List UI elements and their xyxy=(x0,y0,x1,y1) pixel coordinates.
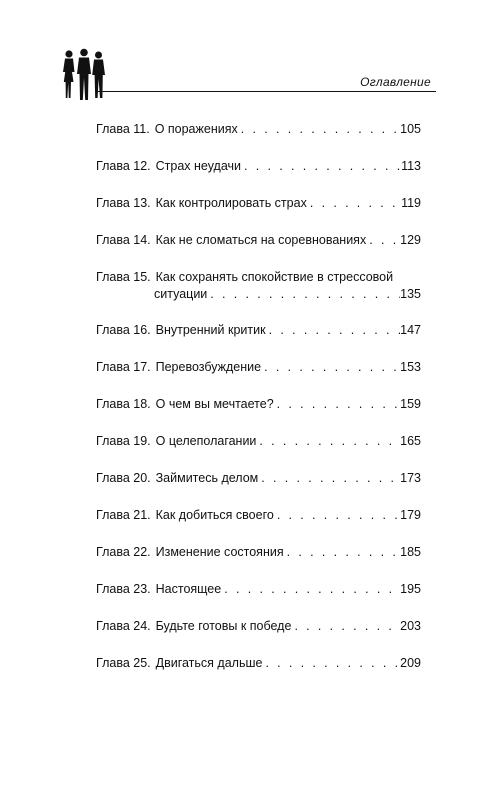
dot-leader xyxy=(221,581,400,598)
page-number: 209 xyxy=(400,656,421,670)
page-number: 159 xyxy=(400,397,421,411)
page-number: 119 xyxy=(401,196,421,210)
page-number: 203 xyxy=(400,619,421,633)
chapter-number: Глава 21. xyxy=(96,508,151,522)
chapter-title: Перевозбуждение xyxy=(155,360,262,374)
toc-entry-25 xyxy=(96,655,421,672)
toc-entry-11 xyxy=(96,121,421,138)
chapter-title: О поражениях xyxy=(154,122,238,136)
chapter-title: О целеполагании xyxy=(155,434,257,448)
dot-leader xyxy=(307,195,401,212)
toc-entry-21 xyxy=(96,507,421,524)
toc-entry-16 xyxy=(96,322,421,339)
chapter-number: Глава 12. xyxy=(96,159,151,173)
dot-leader xyxy=(261,359,400,376)
toc-entry-17 xyxy=(96,359,421,376)
dot-leader xyxy=(274,507,400,524)
page-number: 129 xyxy=(400,233,421,247)
page-number: 147 xyxy=(400,323,421,337)
dot-leader xyxy=(256,433,400,450)
toc-entry-18 xyxy=(96,396,421,413)
toc-entry-19 xyxy=(96,433,421,450)
chapter-number: Глава 11. xyxy=(96,122,150,136)
page-number: 185 xyxy=(400,545,421,559)
page-number: 195 xyxy=(400,582,421,596)
toc-entry-23 xyxy=(96,581,421,598)
header-rule xyxy=(96,91,436,92)
dot-leader xyxy=(291,618,400,635)
toc-entry-20 xyxy=(96,470,421,487)
chapter-number: Глава 23. xyxy=(96,582,151,596)
chapter-title: Двигаться дальше xyxy=(155,656,263,670)
chapter-number: Глава 16. xyxy=(96,323,151,337)
chapter-number: Глава 18. xyxy=(96,397,151,411)
chapter-number: Глава 15. xyxy=(96,270,151,284)
chapter-title: Как добиться своего xyxy=(155,508,274,522)
chapter-number: Глава 13. xyxy=(96,196,151,210)
chapter-title: О чем вы мечтаете? xyxy=(155,397,274,411)
chapter-title: Займитесь делом xyxy=(155,471,259,485)
page-number: 179 xyxy=(400,508,421,522)
dot-leader xyxy=(274,396,400,413)
page-number: 105 xyxy=(400,122,421,136)
toc-entry-15 xyxy=(96,269,421,303)
dot-leader xyxy=(238,121,400,138)
chapter-title-line2: ситуации xyxy=(154,287,208,301)
toc-entry-24 xyxy=(96,618,421,635)
dot-leader xyxy=(262,655,400,672)
businesspeople-silhouette-icon xyxy=(60,48,108,102)
dot-leader xyxy=(207,286,400,303)
page-number: 173 xyxy=(400,471,421,485)
chapter-number: Глава 20. xyxy=(96,471,151,485)
chapter-title: Будьте готовы к победе xyxy=(155,619,292,633)
chapter-number: Глава 25. xyxy=(96,656,151,670)
chapter-title: Настоящее xyxy=(155,582,222,596)
toc-entry-12 xyxy=(96,158,421,175)
chapter-number: Глава 19. xyxy=(96,434,151,448)
page-number: 113 xyxy=(401,159,421,173)
page-number: 165 xyxy=(400,434,421,448)
running-header-title: Оглавление xyxy=(360,75,431,89)
chapter-title: Страх неудачи xyxy=(155,159,242,173)
toc-entry-14 xyxy=(96,232,421,249)
table-of-contents xyxy=(96,121,421,692)
chapter-number: Глава 22. xyxy=(96,545,151,559)
dot-leader xyxy=(258,470,400,487)
toc-entry-13 xyxy=(96,195,421,212)
chapter-title: Как не сломаться на соревнованиях xyxy=(155,233,367,247)
toc-entry-22 xyxy=(96,544,421,561)
page-number: 153 xyxy=(400,360,421,374)
page-number: 135 xyxy=(400,287,421,301)
dot-leader xyxy=(241,158,401,175)
chapter-title: Как контролировать страх xyxy=(155,196,307,210)
chapter-title-line1: Как сохранять спокойствие в стрессовой xyxy=(155,270,394,284)
dot-leader xyxy=(266,322,401,339)
dot-leader xyxy=(366,232,400,249)
dot-leader xyxy=(284,544,401,561)
chapter-title: Внутренний критик xyxy=(155,323,266,337)
chapter-number: Глава 24. xyxy=(96,619,151,633)
chapter-number: Глава 17. xyxy=(96,360,151,374)
chapter-title: Изменение состояния xyxy=(155,545,284,559)
chapter-number: Глава 14. xyxy=(96,233,151,247)
